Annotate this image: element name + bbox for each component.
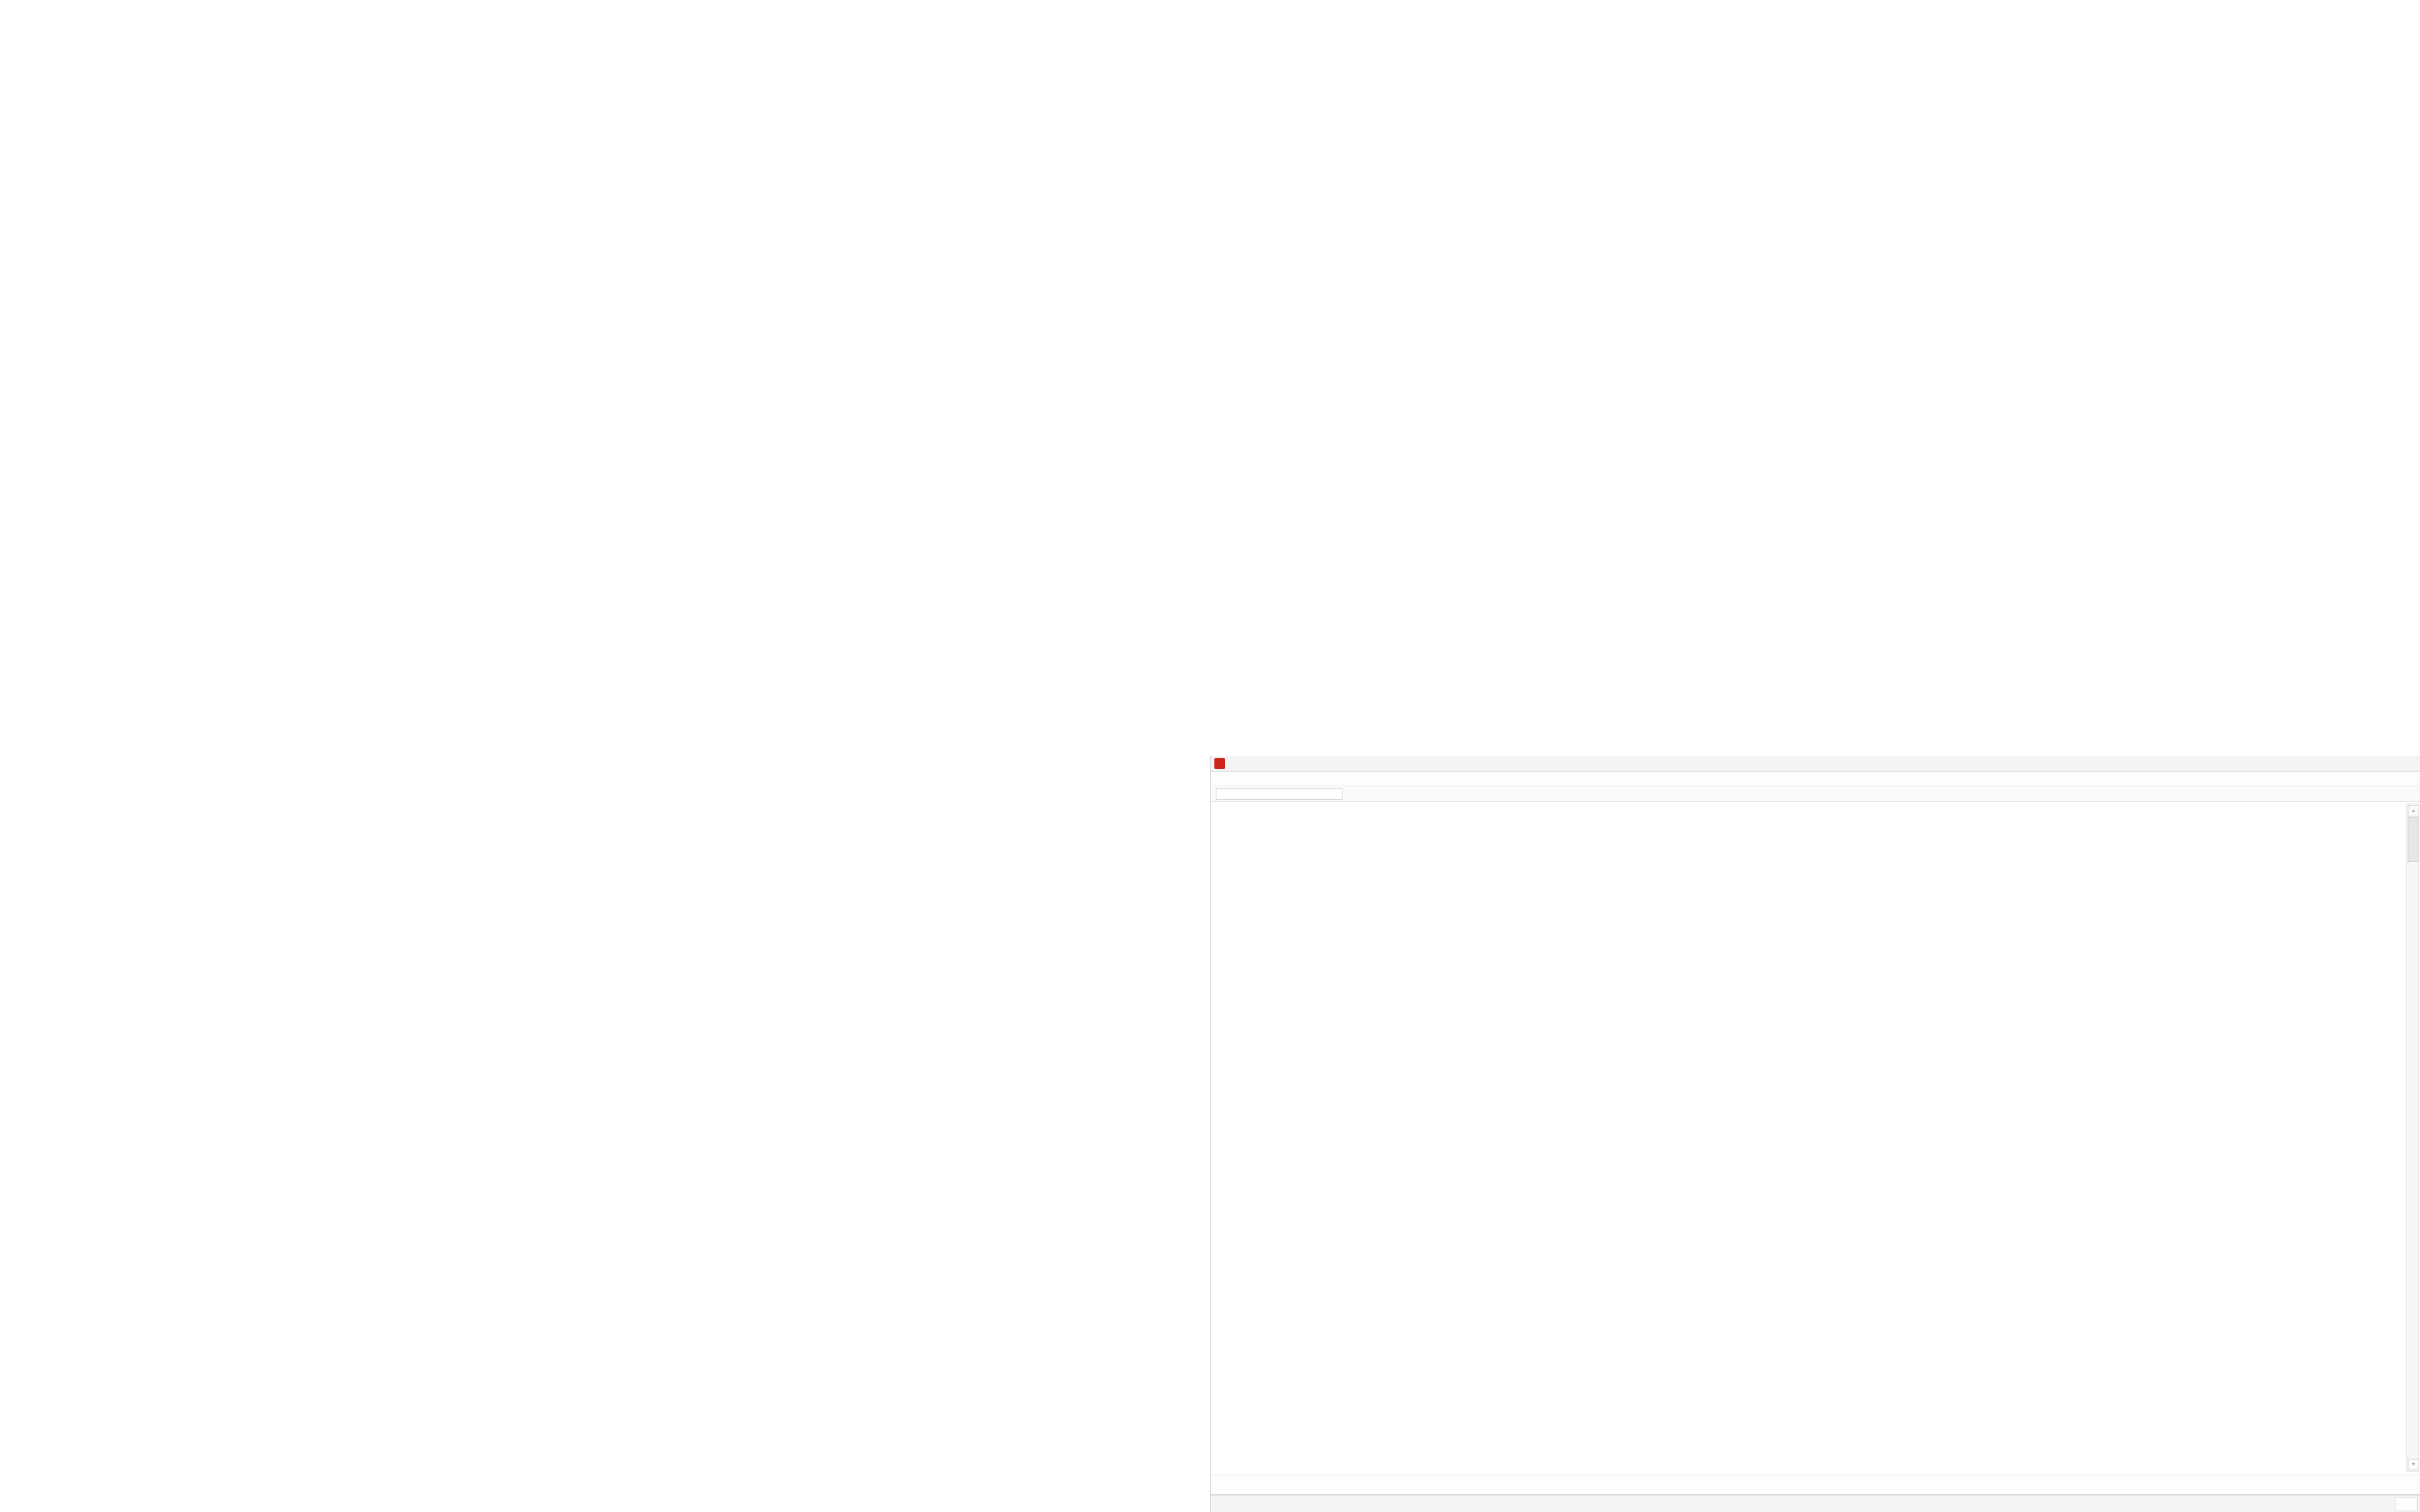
system-tray (2395, 1497, 2418, 1511)
screen-quadrant-bottom-right (1210, 756, 2420, 1512)
scrollbar-thumb[interactable] (2408, 817, 2419, 862)
screen-quadrant-top-right-mirrored (1210, 0, 2420, 756)
screen-quadrant-top-left-mirrored (0, 0, 1210, 756)
taskbar (1211, 1495, 2420, 1512)
vertical-scrollbar[interactable] (2406, 804, 2419, 1472)
menu-bar (1211, 772, 2420, 786)
notebook-area (1211, 802, 2420, 1475)
title-bar (1211, 756, 2420, 772)
cell-style-dropdown[interactable] (1216, 788, 1343, 800)
mathematica-spikey-icon (1214, 758, 1225, 769)
screen-quadrant-bottom-left-mirrored (0, 756, 1210, 1512)
scrollbar-down-icon[interactable]: ▾ (2408, 1459, 2419, 1470)
status-bar (1211, 1475, 2420, 1495)
scrollbar-up-icon[interactable]: ▴ (2408, 805, 2419, 816)
mathematica-window (1210, 756, 2420, 1512)
format-toolbar (1211, 786, 2420, 802)
